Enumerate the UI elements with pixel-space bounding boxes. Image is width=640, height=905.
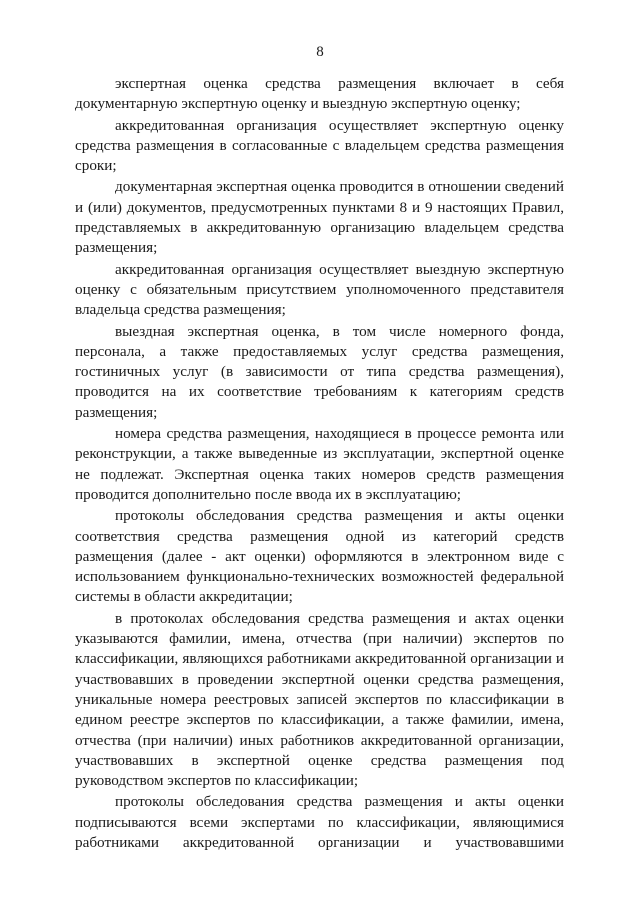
paragraph-5: выездная экспертная оценка, в том числе номерного фонда, персонала, а также предоставляемых услуг средства размещения, гостиничных услуг (в зависимости от типа средства размещения), проводится на их соответствие требованиям к категориям средств размещения; — [75, 322, 564, 421]
paragraph-8: в протоколах обследования средства размещения и актах оценки указываются фамилии, имена, отчества (при наличии) экспертов по классификации, являющихся работниками аккредитованной организации и участвовавших в проведении экспертной оценки средства размещения, уникальные номера реестровых записей экспертов по классификации в едином реестре экспертов по классификации, а также фамилии, имена, отчества (при наличии) иных работников аккредитованной организации, участвовавших в экспертной оценке средства размещения под руководством экспертов по классификации; — [75, 609, 564, 790]
paragraph-2: аккредитованная организация осуществляет экспертную оценку средства размещения в согласованные с владельцем средства размещения сроки; — [75, 116, 564, 175]
page-number: 8 — [316, 44, 324, 60]
paragraph-7: протоколы обследования средства размещения и акты оценки соответствия средства размещения одной из категорий средств размещения (далее - акт оценки) оформляются в электронном виде с использованием функционально-технических возможностей федеральной системы в области аккредитации; — [75, 507, 564, 606]
paragraph-4: аккредитованная организация осуществляет выездную экспертную оценку с обязательным присутствием уполномоченного представителя владельца средства размещения; — [75, 260, 564, 319]
paragraph-3: документарная экспертная оценка проводится в отношении сведений и (или) документов, предусмотренных пунктами 8 и 9 настоящих Правил, представляемых в аккредитованную организацию владельцем средства размещения; — [75, 178, 564, 257]
paragraph-6: номера средства размещения, находящиеся в процессе ремонта или реконструкции, а также выведенные из эксплуатации, экспертной оценке не подлежат. Экспертная оценка таких номеров средств размещения проводится дополнительно после ввода их в эксплуатацию; — [75, 425, 564, 503]
paragraph-9: протоколы обследования средства размещения и акты оценки подписываются всеми экспертами по классификации, являющимися работниками аккредитованной организации и участвовавшими — [75, 793, 564, 851]
body-text — [75, 74, 564, 854]
paragraph-1: экспертная оценка средства размещения включает в себя документарную экспертную оценку и выездную экспертную оценку; — [75, 75, 564, 113]
